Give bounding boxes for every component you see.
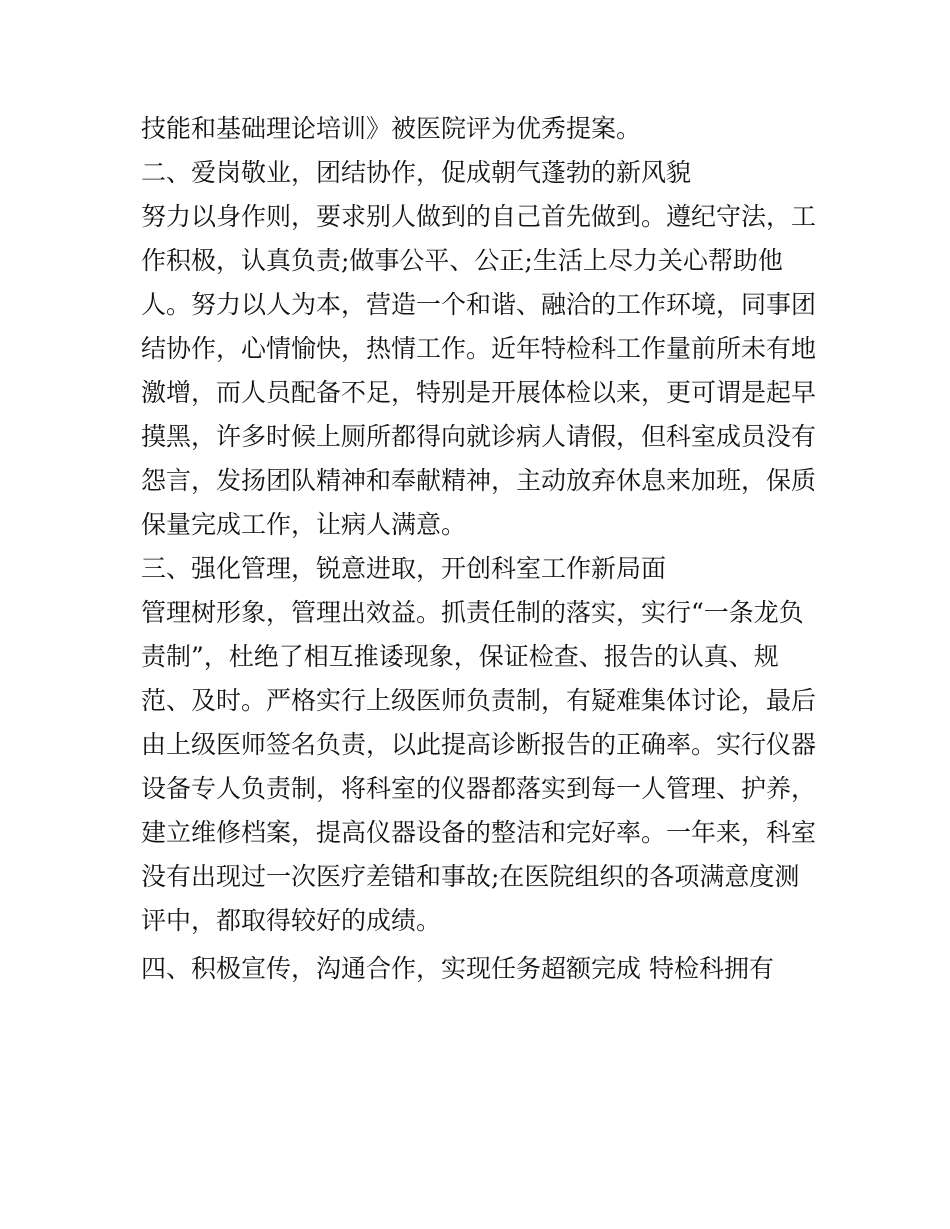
section-heading-3: 三、强化管理，锐意进取，开创科室工作新局面 [141, 554, 667, 583]
paragraph-line: 管理树形象，管理出效益。抓责任制的落实，实行“一条龙负 [141, 598, 804, 627]
paragraph-line: 评中，都取得较好的成绩。 [141, 906, 442, 935]
paragraph-line: 人。努力以人为本，营造一个和谐、融洽的工作环境，同事团 [141, 290, 817, 319]
section-heading-4: 四、积极宣传，沟通合作，实现任务超额完成 特检科拥有 [141, 954, 774, 983]
paragraph-line: 摸黑，许多时候上厕所都得向就诊病人请假，但科室成员没有 [141, 422, 817, 451]
paragraph-line: 建立维修档案，提高仪器设备的整洁和完好率。一年来，科室 [141, 818, 817, 847]
paragraph-line: 努力以身作则，要求别人做到的自己首先做到。遵纪守法，工 [141, 202, 817, 231]
paragraph-line: 责制”，杜绝了相互推诿现象，保证检查、报告的认真、规 [141, 642, 779, 671]
paragraph-line: 结协作，心情愉快，热情工作。近年特检科工作量前所未有地 [141, 334, 817, 363]
paragraph-line: 由上级医师签名负责，以此提高诊断报告的正确率。实行仪器 [141, 730, 817, 759]
paragraph-line: 激增，而人员配备不足，特别是开展体检以来，更可谓是起早 [141, 378, 817, 407]
paragraph-line: 作积极，认真负责;做事公平、公正;生活上尽力关心帮助他 [141, 246, 783, 275]
section-heading-2: 二、爱岗敬业，团结协作，促成朝气蓬勃的新风貌 [141, 158, 692, 187]
paragraph-line: 怨言，发扬团队精神和奉献精神，主动放弃休息来加班，保质 [141, 466, 817, 495]
paragraph-line: 范、及时。严格实行上级医师负责制，有疑难集体讨论，最后 [141, 686, 817, 715]
document-body [141, 107, 821, 991]
paragraph-line: 技能和基础理论培训》被医院评为优秀提案。 [141, 114, 642, 143]
paragraph-line: 没有出现过一次医疗差错和事故;在医院组织的各项满意度测 [141, 862, 800, 891]
paragraph-line: 保量完成工作，让病人满意。 [141, 510, 467, 539]
paragraph-line: 设备专人负责制，将科室的仪器都落实到每一人管理、护养， [141, 774, 817, 803]
